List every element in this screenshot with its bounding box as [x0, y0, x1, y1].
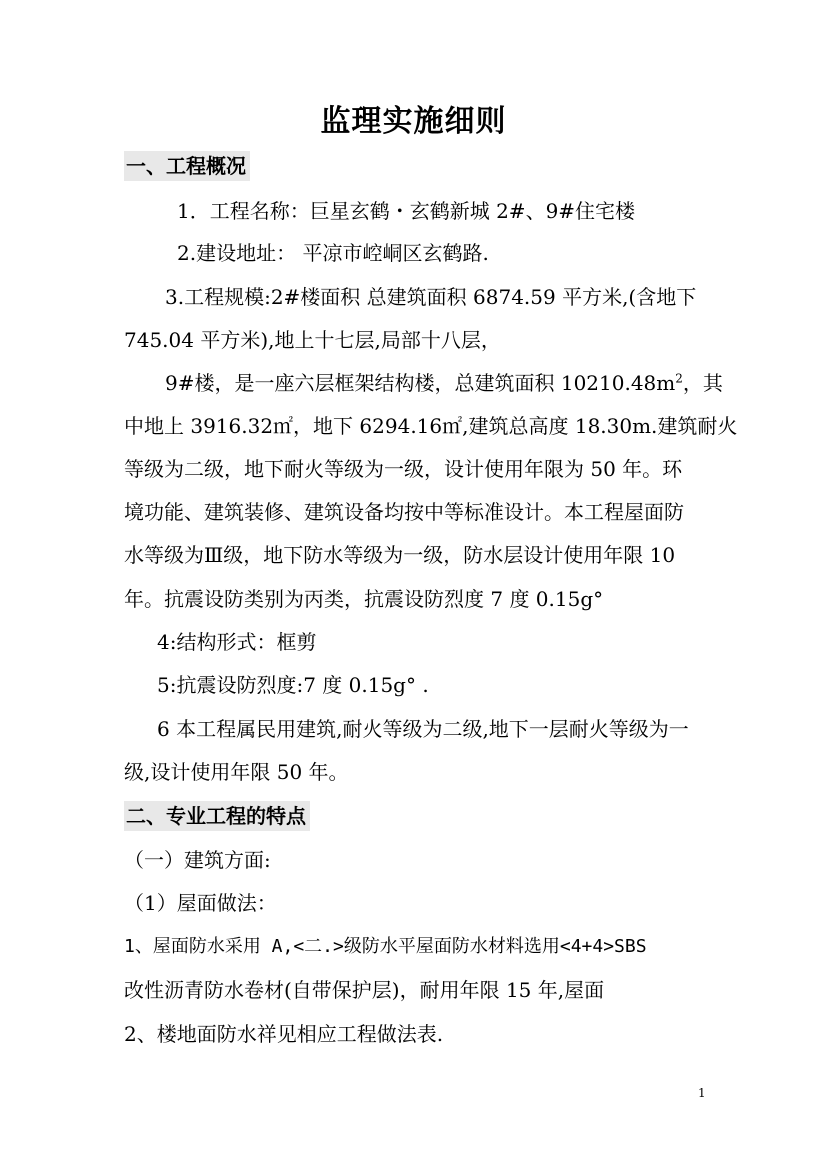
paragraph-line: 境功能、建筑装修、建筑设备均按中等标准设计。本工程屋面防 — [124, 500, 684, 524]
superscript: 2 — [675, 371, 683, 386]
paragraph-line: 745.04 平方米),地上十七层,局部十八层， — [124, 328, 501, 352]
section-heading-overview: 一、工程概况 — [124, 151, 250, 181]
paragraph-line: 4:结构形式：框剪 — [157, 630, 317, 654]
paragraph-line: （一）建筑方面: — [124, 848, 271, 872]
text-run: 9#楼，是一座六层框架结构楼，总建筑面积 10210.48m — [165, 371, 676, 395]
paragraph-line: 中地上 3916.32㎡，地下 6294.16㎡,建筑总高度 18.30m.建筑耐火 — [124, 414, 738, 438]
paragraph-line — [165, 368, 750, 398]
paragraph-line: 1．工程名称：巨星玄鹤・玄鹤新城 2#、9#住宅楼 — [177, 199, 636, 223]
paragraph-line: 2.建设地址： 平凉市崆峒区玄鹤路. — [177, 241, 489, 265]
paragraph-line: 6 本工程属民用建筑,耐火等级为二级,地下一层耐火等级为一 — [157, 717, 689, 741]
paragraph-line: 1、屋面防水采用 A,<二.>级防水平屋面防水材料选用<4+4>SBS — [124, 936, 647, 957]
page-number: 1 — [698, 1086, 706, 1100]
paragraph-line: 2、楼地面防水祥见相应工程做法表. — [124, 1022, 444, 1046]
paragraph-line: （1）屋面做法： — [124, 891, 277, 915]
paragraph-line: 等级为二级，地下耐火等级为一级，设计使用年限为 50 年。环 — [124, 457, 683, 481]
text-run: ，其 — [682, 371, 723, 395]
paragraph-line: 级,设计使用年限 50 年。 — [124, 760, 349, 784]
paragraph-line: 3.工程规模:2#楼面积 总建筑面积 6874.59 平方米,(含地下 — [165, 285, 697, 309]
paragraph-line: 改性沥青防水卷材(自带保护层)，耐用年限 15 年,屋面 — [124, 978, 605, 1002]
paragraph-line: 5:抗震设防烈度:7 度 0.15g° . — [157, 673, 429, 697]
paragraph-line: 水等级为Ⅲ级，地下防水等级为一级，防水层设计使用年限 10 — [124, 543, 676, 567]
paragraph-line: 年。抗震设防类别为丙类，抗震设防烈度 7 度 0.15g° — [124, 587, 604, 611]
section-heading-features: 二、专业工程的特点 — [124, 801, 310, 831]
document-title: 监理实施细则 — [320, 104, 507, 139]
